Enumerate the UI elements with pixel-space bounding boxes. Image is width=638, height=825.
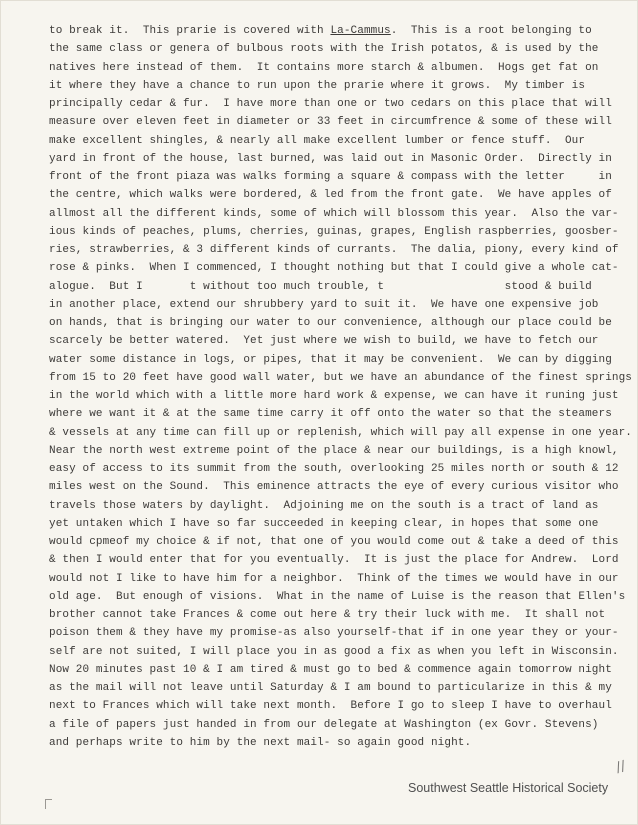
letter-text: to break it. This prarie is covered with — [49, 25, 331, 37]
watermark: Southwest Seattle Historical Society — [408, 781, 609, 795]
letter-line: travels those waters by daylight. Adjoining me on the south is a tract of land as — [49, 499, 599, 512]
letter-line: make excellent shingles, & nearly all make excellent lumber or fence stuff. Our — [49, 134, 586, 147]
letter-line: and perhaps write to him by the next mail- so again good night. — [49, 736, 472, 749]
letter-line: rose & pinks. When I commenced, I thought nothing but that I could give a whole cat- — [49, 262, 619, 275]
letter-line: ious kinds of peaches, plums, cherries, guinas, grapes, English raspberries, goosber- — [49, 225, 619, 238]
letter-text: . This is a root belonging to — [390, 25, 592, 37]
pencil-mark: // — [614, 758, 628, 776]
letter-line: yet untaken which I have so far succeeded in keeping clear, in hopes that some one — [49, 517, 599, 530]
letter-line: as the mail will not leave until Saturday & I am bound to particularize in this & my — [49, 682, 612, 694]
letter-line: in the world which with a little more hard work & expense, we can have it runing just — [49, 390, 619, 402]
letter-line: where we want it & at the same time carry it off onto the water so that the steamers — [49, 408, 612, 421]
letter-line: it where they have a chance to run upon the prarie where it grows. My timber is — [49, 79, 586, 92]
letter-line: would cpmeof my choice & if not, that one of you would come out & take a deed of this — [49, 536, 619, 548]
letter-line: alogue. But I t without too much trouble, t stood & build — [49, 280, 592, 293]
letter-line: & vessels at any time can fill up or replenish, which will pay all expense in one year. — [49, 426, 632, 439]
letter-line: the centre, which walks were bordered, & led from the front gate. We have apples of — [49, 189, 612, 202]
letter-line: & then I would enter that for you eventually. It is just the place for Andrew. Lord — [49, 554, 619, 567]
letter-line: from 15 to 20 feet have good wall water, but we have an abundance of the finest springs — [49, 371, 632, 384]
letter-line: self are not suited, I will place you in as good a fix as when you left in Wisconsin. — [49, 645, 619, 658]
letter-line: Near the north west extreme point of the place & near our buildings, is a high knowl, — [49, 444, 619, 457]
letter-line: measure over eleven feet in diameter or 33 feet in circumfrence & some of these will — [49, 116, 612, 129]
letter-line: on hands, that is bringing our water to our convenience, although our place could be — [49, 317, 612, 329]
letter-line: miles west on the Sound. This eminence attracts the eye of every curious visitor who — [49, 481, 619, 494]
letter-body — [49, 22, 632, 752]
letter-line: the same class or genera of bulbous roots with the Irish potatos, & is used by the — [49, 43, 599, 56]
letter-line: water some distance in logs, or pipes, that it may be convenient. We can by digging — [49, 353, 612, 366]
letter-line: ries, strawberries, & 3 different kinds of currants. The dalia, piony, every kind of — [49, 244, 619, 256]
letter-line: yard in front of the house, last burned, was laid out in Masonic Order. Directly in — [49, 152, 612, 165]
letter-line: in another place, extend our shrubbery yard to suit it. We have one expensive job — [49, 298, 599, 311]
letter-line: Now 20 minutes past 10 & I am tired & must go to bed & commence again tomorrow night — [49, 663, 612, 676]
letter-line: brother cannot take Frances & come out here & try their luck with me. It shall not — [49, 609, 606, 621]
corner-mark — [45, 799, 52, 809]
letter-line: a file of papers just handed in from our delegate at Washington (ex Govr. Stevens) — [49, 718, 599, 731]
letter-line: natives here instead of them. It contains more starch & albumen. Hogs get fat on — [49, 61, 599, 74]
letter-line: would not I like to have him for a neighbor. Think of the times we would have in our — [49, 572, 619, 585]
underlined-word: La-Cammus — [330, 25, 391, 37]
letter-line: poison them & they have my promise-as also yourself-that if in one year they or your- — [49, 627, 619, 640]
letter-line: allmost all the different kinds, some of which will blossom this year. Also the var- — [49, 207, 619, 220]
letter-line: easy of access to its summit from the south, overlooking 25 miles north or south & 12 — [49, 463, 619, 475]
letter-line: old age. But enough of visions. What in the name of Luise is the reason that Ellen's — [49, 590, 626, 603]
letter-line: next to Frances which will take next month. Before I go to sleep I have to overhaul — [49, 700, 612, 713]
letter-line — [49, 22, 629, 40]
letter-line: front of the front piaza was walks forming a square & compass with the letter in — [49, 171, 612, 183]
letter-line: principally cedar & fur. I have more than one or two cedars on this place that will — [49, 98, 612, 110]
letter-line: scarcely be better watered. Yet just where we wish to build, we have to fetch our — [49, 335, 599, 348]
